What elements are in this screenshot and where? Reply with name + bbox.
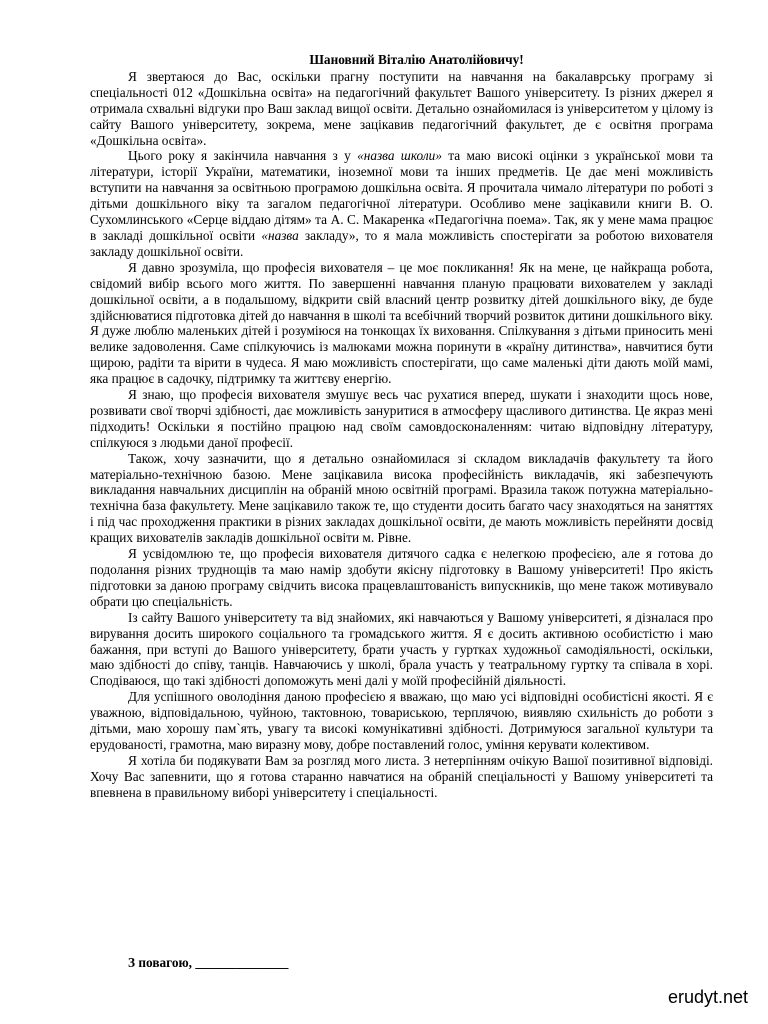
- site-watermark: erudyt.net: [667, 987, 748, 1007]
- paragraph-text: Цього року я закінчила навчання з у: [128, 148, 358, 164]
- letter-paragraphs: [90, 69, 713, 801]
- letter-salutation: Шановний Віталію Анатолійовичу!: [309, 52, 524, 67]
- letter-body: [90, 52, 713, 801]
- letter-paragraph: [90, 148, 713, 259]
- paragraph-text: Я звертаюся до Вас, оскільки прагну поступити на навчання на бакалаврську програму зі спеціальності 012 «Дошкільна освіта» на педагогічний факультет Вашого університету. Із різних джерел я отримала схвальні відгуки про Ваш заклад вищої освіти. Детально ознайомилася із університетом у цілому із сайту Вашого університету, зокрема, мене зацікавив педагогічний факультет, де є освітня програма «Дошкільна освіта».: [90, 68, 713, 148]
- italic-text: «назва школи»: [357, 148, 442, 164]
- closing-signature: З повагою, ______________: [128, 955, 289, 970]
- paragraph-text: Для успішного оволодіння даною професією я вважаю, що маю усі відповідні особистісні якості. Я є уважною, відповідальною, чуйною, тактовною, товариською, терплячою, виявляю схильність до роботи з дітьми, маю хорошу пам`ять, увагу та високі комунікативні здібності. Дотримуюся загальної культури та ерудованості, грамотна, маю виразну мову, добре поставлений голос, уміння керувати колективом.: [90, 689, 713, 752]
- paragraph-text: Я давно зрозуміла, що професія вихователя – це моє покликання! Як на мене, це найкраща робота, свідомий вибір всього мого життя. По завершенні навчання планую працювати вихователем у закладі дошкільної освіти, а в подальшому, відкрити свій власний центр розвитку дітей дошкільного віку, де буде здійснюватися підготовка дітей до навчання в школі та всебічний творчий розвиток дитини дошкільного віку. Я дуже люблю маленьких дітей і розуміюся на тонкощах їх виховання. Спілкування з дітьми приносить мені велике задоволення. Саме спілкуючись із малюками можна поринути в «країну дитинства», навчитися бути щирою, радіти та вірити в чудеса. Я маю можливість спостерігати, що саме маленькі діти дають моїй мамі, яка працює в садочку, підтримку та життєву енергію.: [90, 259, 713, 387]
- letter-paragraph: [90, 689, 713, 753]
- paragraph-text: Я хотіла би подякувати Вам за розгляд мого листа. З нетерпінням очікую Вашої позитивної відповіді. Хочу Вас запевнити, що я готова старанно навчатися на обраній спеціальності у Вашому університеті та впевнена в правильному виборі університету і спеціальності.: [90, 752, 713, 800]
- paragraph-text: Також, хочу зазначити, що я детально ознайомилася зі складом викладачів факультету та його матеріально-технічною базою. Мене зацікавила висока професійність викладачів, які забезпечують викладання навчальних дисциплін на обраній мною освітній програмі. Вразила також потужна матеріально-технічна база факультету. Мене зацікавило також те, що студенти досить багато часу знаходяться на заняттях і під час проходження практики в різних закладах дошкільної освіти, де мають можливість перейняти досвід кращих вихователів закладів дошкільної освіти м. Рівне.: [90, 450, 713, 546]
- letter-paragraph: [90, 753, 713, 801]
- letter-paragraph: [90, 69, 713, 149]
- letter-paragraph: [90, 610, 713, 690]
- paragraph-text: закладу», то я мала можливість спостерігати за роботою вихователя закладу дошкільної освіти.: [90, 227, 713, 259]
- paragraph-text: Із сайту Вашого університету та від знайомих, які навчаються у Вашому університеті, я дізналася про вирування досить широкого соціального та громадського життя. Я є досить активною особистістю і маю бажання, при вступі до Вашого університету, брати участь у гуртках художньої самодіяльності, оскільки, маю здібності до співу, танців. Навчаючись у школі, брала участь у театральному гуртку та співала в хорі. Сподіваюся, що такі здібності допоможуть мені далі у моїй професійній діяльності.: [90, 609, 713, 689]
- paragraph-text: Я знаю, що професія вихователя змушує весь час рухатися вперед, шукати і знаходити щось нове, розвивати свої творчі здібності, дає можливість зануритися в атмосферу щасливого дитинства. Це якраз мені підходить! Оскільки я постійно працюю над своїм самовдосконаленням: читаю відповідну літературу, спілкуюся з людьми даної професії.: [90, 387, 713, 450]
- letter-paragraph: [90, 546, 713, 610]
- letter-paragraph: [90, 451, 713, 546]
- letter-paragraph: [90, 260, 713, 387]
- paragraph-text: та маю високі оцінки з української мови та літератури, історії України, математики, іноземної мови та інших предметів. Це дає мені можливість вступити на навчання за освітньою програмою дошкільна освіта. Я прочитала чимало літератури по роботі з дітьми дошкільного віку та загалом педагогічної літератури. Особливо мене зацікавили книги В. О. Сухомлинського «Серце віддаю дітям» та А. С. Макаренка «Педагогічна поема». Так, як у мене мама працює в закладі дошкільної освіти: [90, 148, 713, 243]
- italic-text: «назва: [261, 227, 299, 243]
- letter-paragraph: [90, 387, 713, 451]
- paragraph-text: Я усвідомлюю те, що професія вихователя дитячого садка є нелегкою професією, але я готова до подолання різних труднощів та маю намір здобути якісну підготовку в Вашому університеті! Про якість підготовки за даною програму свідчить висока працевлаштованість випускників, що мене також мотивувало обрати цю спеціальність.: [90, 546, 713, 609]
